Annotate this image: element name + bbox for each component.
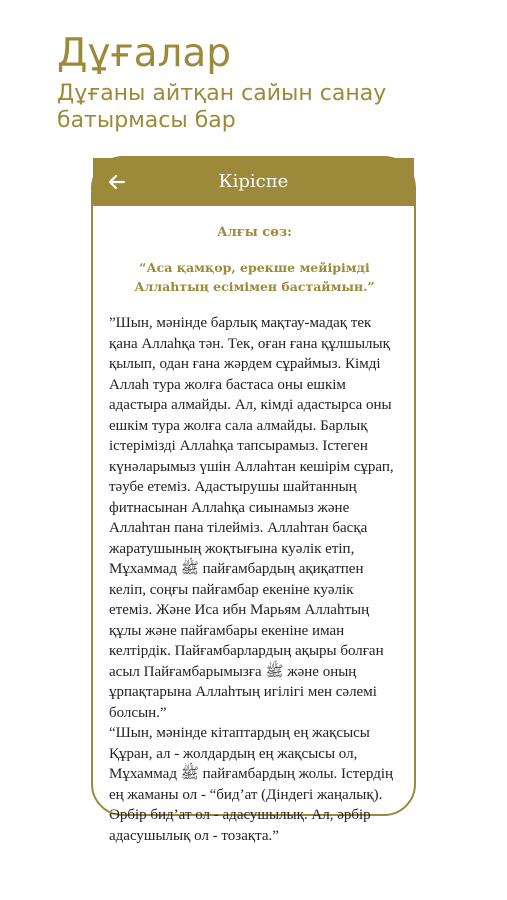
section-heading: Алғы сөз: — [217, 225, 292, 240]
body-text: ”Шын, мәнінде барлық мақтау-мадақ тек қана Аллаһқа тән. Тек, оған ғана құлшылық қылып, одан ғана жәрдем сұраймыз. Кімді Аллаһ тура жолға бастаса оны ешкім адастыра алмайды. Ал, кімді адастырса оны ешкім тура жолға сала алмайды. Барлық істерімізді Аллаһқа тапсырамыз. Істеген күнәларымыз үшін Аллаһтан кешірім сұрап, тәубе етеміз. Адастырушы шайтанның фитнасынан Аллаһқа сиынамыз және Аллаһтан пана тілейміз. Аллаһтан басқа жаратушының жоқтығына куәлік етіп, Мұхаммад ﷺ пайғамбардың ақиқатпен келіп, соңғы пайғамбар екеніне куәлік етеміз. Және Иса ибн Марьям Аллаһтың құлы және пайғамбары екеніне иман келтірдік. Пайғамбарлардың ақыры болған асыл Пайғамбарымызға ﷺ және оның ұрпақтарына Аллаһтың игілігі мен сәлемі болсын.” “Шын, мәнінде кітаптардың ең жақсысы Құран, ал - жолдардың ең жақсысы ол, Мұхаммад ﷺ пайғамбардың жолы. Істердің ең жаманы ол - “бид’ат (Діндегі жаңалық). Әрбір бид’ат ол - адасушылық. Ал, әрбір адасушылық ол - тозақта.” — [109, 315, 394, 844]
screen-title: Кіріспе — [218, 171, 289, 192]
app-header — [93, 158, 414, 206]
phone-frame — [91, 156, 416, 844]
bismillah-text: “Аса қамқор, ерекше мейірімді Аллаһтың есімімен бастаймын.” — [134, 260, 375, 294]
promo-subtitle: Дұғаны айтқан сайын санау батырмасы бар — [57, 81, 387, 133]
promo-title: Дұғалар — [57, 31, 232, 76]
content-scroll-area[interactable] — [93, 206, 414, 844]
